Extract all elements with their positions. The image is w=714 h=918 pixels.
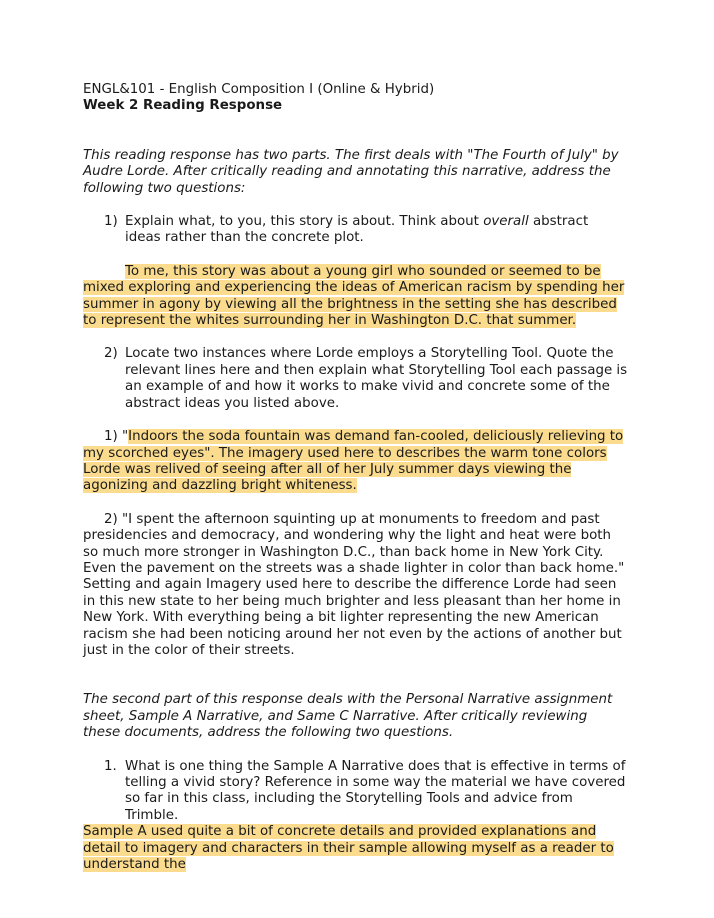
part1-answer-1 bbox=[83, 264, 628, 330]
highlighted-answer: Indoors the soda fountain was demand fan-cooled, deliciously relieving to my scorched eyes". The imagery used here to describes the warm tone colors Lorde was relived of seeing after all of her July summer days viewing the agonizing and dazzling bright whiteness. bbox=[83, 429, 624, 494]
question-number: 1. bbox=[104, 758, 117, 774]
spacer bbox=[83, 495, 628, 512]
highlighted-answer: To me, this story was about a young girl who sounded or seemed to be mixed exploring and experiencing the ideas of American racism by spending her summer in agony by viewing all the brightness in the setting she has described to represent the whites surrounding her in Washington D.C. that summer. bbox=[83, 263, 625, 329]
spacer bbox=[83, 659, 628, 692]
spacer bbox=[83, 742, 628, 759]
highlighted-answer: Sample A used quite a bit of concrete details and provided explanations and detail to imagery and characters in their sample allowing myself as a reader to understand the bbox=[83, 824, 614, 873]
question-text-emphasis: overall bbox=[483, 214, 529, 230]
question-text-a: Explain what, to you, this story is about. Think about bbox=[125, 214, 484, 230]
question-number: 2) bbox=[104, 346, 118, 362]
course-title: ENGL&101 - English Composition I (Online & Hybrid) bbox=[83, 82, 435, 97]
answer-number: 1) " bbox=[104, 429, 129, 445]
part2-intro: The second part of this response deals with the Personal Narrative assignment sheet, Sample A Narrative, and Same C Narrative. After critically reviewing these documents, address the following two questions. bbox=[83, 692, 613, 741]
spacer bbox=[83, 197, 628, 214]
question-text bbox=[125, 214, 628, 247]
part1-answer-2-2 bbox=[83, 512, 628, 578]
part1-answer-2-2-explanation: Setting and again Imagery used here to describe the difference Lorde had seen in this new state to her being much brighter and less pleasant than her home in New York. With everything being a bit lighter representing the new American racism she had been noticing around her not even by the actions of another but just in the color of their streets. bbox=[83, 577, 622, 658]
spacer bbox=[83, 412, 628, 429]
part2-answer-1 bbox=[83, 824, 628, 873]
question-text-b: abstract ideas rather than the concrete plot. bbox=[125, 214, 589, 246]
part2-question-1 bbox=[83, 759, 628, 825]
answer-quote: "I spent the afternoon squinting up at monuments to freedom and past presidencies and democracy, and wondering why the light and heat were both so much more stronger in Washington D.C., than back home in New York City. Even the pavement on the streets was a shade lighter in color than back home." bbox=[83, 511, 625, 576]
part1-question-1 bbox=[83, 214, 628, 247]
spacer bbox=[83, 329, 628, 346]
part1-answer-2-1 bbox=[83, 429, 628, 495]
question-text: What is one thing the Sample A Narrative does that is effective in terms of telling a vivid story? Reference in some way the material we have covered so far in this class, including the Storytelling Tools and advice from Trimble. bbox=[125, 758, 626, 823]
answer-number: 2) bbox=[104, 511, 118, 527]
part1-question-2 bbox=[83, 346, 628, 412]
spacer bbox=[83, 115, 628, 148]
page-title: Week 2 Reading Response bbox=[83, 98, 283, 114]
document-page bbox=[83, 82, 628, 873]
spacer bbox=[83, 247, 628, 264]
question-text: Locate two instances where Lorde employs a Storytelling Tool. Quote the relevant lines here and then explain what Storytelling Tool each passage is an example of and how it works to make vivid and concrete some of the abstract ideas you listed above. bbox=[125, 346, 628, 411]
question-number: 1) bbox=[104, 214, 118, 230]
part1-intro: This reading response has two parts. The first deals with "The Fourth of July" by Audre Lorde. After critically reading and annotating this narrative, address the following two questions: bbox=[83, 147, 619, 196]
